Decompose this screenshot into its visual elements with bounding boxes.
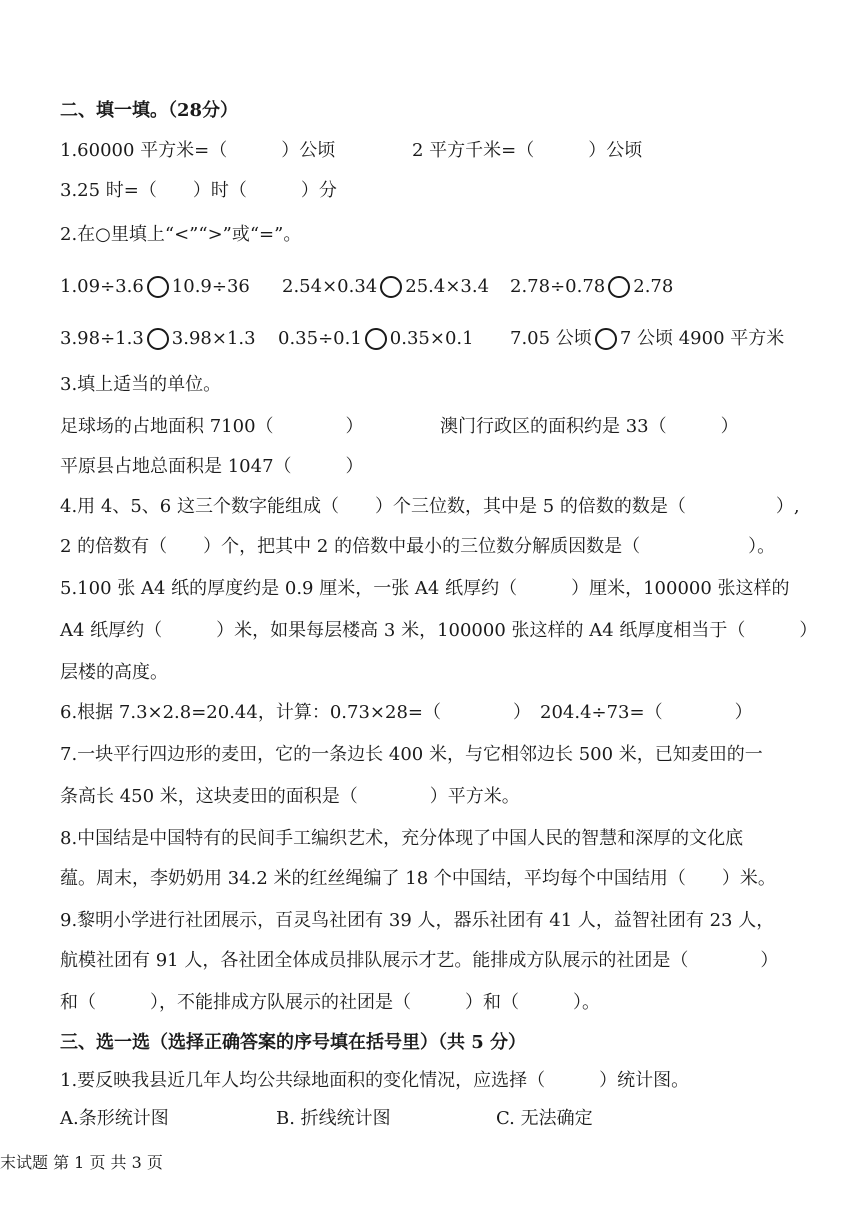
q1-part-c: 3.25 时=（ ）时（ ）分 <box>60 180 337 201</box>
compare-right: 25.4×3.4 <box>405 276 490 297</box>
compare-left: 0.35÷0.1 <box>278 328 362 349</box>
compare-right: 0.35×0.1 <box>389 328 474 349</box>
q9-line-3: 和（ ），不能排成方队展示的社团是（ ）和（ ）。 <box>60 992 600 1013</box>
compare-item-1 <box>60 274 250 300</box>
q7-line-1: 7.一块平行四边形的麦田，它的一条边长 400 米，与它相邻边长 500 米，已知麦田的一 <box>60 744 763 765</box>
q5-line-3: 层楼的高度。 <box>60 662 168 683</box>
section-3-title: 三、选一选（选择正确答案的序号填在括号里）（共 5 分） <box>60 1032 527 1053</box>
q4-line-2: 2 的倍数有（ ）个，把其中 2 的倍数中最小的三位数分解质因数是（ ）。 <box>60 536 776 557</box>
q9-line-2: 航模社团有 91 人，各社团全体成员排队展示才艺。能排成方队展示的社团是（ ） <box>60 950 779 971</box>
q3-part-c: 平原县占地总面积是 1047（ ） <box>60 456 364 477</box>
compare-item-4 <box>60 326 256 352</box>
compare-left: 2.54×0.34 <box>282 276 378 297</box>
option-c: C. 无法确定 <box>496 1108 593 1129</box>
s3-q1: 1.要反映我县近几年人均公共绿地面积的变化情况，应选择（ ）统计图。 <box>60 1070 690 1091</box>
compare-circle[interactable] <box>595 328 617 350</box>
compare-item-6 <box>510 326 784 352</box>
q6: 6.根据 7.3×2.8=20.44，计算：0.73×28=（ ） 204.4÷73=（ ） <box>60 702 753 723</box>
q9-line-1: 9.黎明小学进行社团展示，百灵鸟社团有 39 人，器乐社团有 41 人，益智社团有 23 人， <box>60 910 775 931</box>
compare-left: 2.78÷0.78 <box>510 276 606 297</box>
compare-right: 7 公顷 4900 平方米 <box>619 328 785 349</box>
option-b: B. 折线统计图 <box>276 1108 391 1129</box>
compare-item-2 <box>282 274 489 300</box>
compare-left: 3.98÷1.3 <box>60 328 144 349</box>
q8-line-1: 8.中国结是中国特有的民间手工编织艺术，充分体现了中国人民的智慧和深厚的文化底 <box>60 828 744 849</box>
q3-instruction: 3.填上适当的单位。 <box>60 374 222 395</box>
compare-right: 2.78 <box>633 276 674 297</box>
q5-line-2: A4 纸厚约（ ）米，如果每层楼高 3 米，100000 张这样的 A4 纸厚度相当于（ ） <box>60 620 818 641</box>
compare-right: 10.9÷36 <box>171 276 250 297</box>
compare-circle[interactable] <box>380 276 402 298</box>
section-2-title: 二、填一填。（28分） <box>60 100 239 121</box>
compare-circle[interactable] <box>608 276 630 298</box>
q3-part-b: 澳门行政区的面积约是 33（ ） <box>440 416 739 437</box>
compare-item-5 <box>278 326 474 352</box>
q5-line-1: 5.100 张 A4 纸的厚度约是 0.9 厘米，一张 A4 纸厚约（ ）厘米，100000 张这样的 <box>60 578 790 599</box>
q1-part-b: 2 平方千米=（ ）公顷 <box>412 140 643 161</box>
page-footer: 末试题 第 1 页 共 3 页 <box>0 1153 163 1172</box>
q1-part-a: 1.60000 平方米=（ ）公顷 <box>60 140 336 161</box>
q7-line-2: 条高长 450 米，这块麦田的面积是（ ）平方米。 <box>60 786 520 807</box>
compare-circle[interactable] <box>147 276 169 298</box>
compare-left: 7.05 公顷 <box>510 328 592 349</box>
compare-circle[interactable] <box>365 328 387 350</box>
compare-right: 3.98×1.3 <box>171 328 256 349</box>
compare-left: 1.09÷3.6 <box>60 276 144 297</box>
q2-instruction: 2.在○里填上“<”“>”或“=”。 <box>60 224 302 245</box>
compare-item-3 <box>510 274 673 300</box>
compare-circle[interactable] <box>147 328 169 350</box>
q3-part-a: 足球场的占地面积 7100（ ） <box>60 416 364 437</box>
q8-line-2: 蕴。周末，李奶奶用 34.2 米的红丝绳编了 18 个中国结，平均每个中国结用（ ）米。 <box>60 868 776 889</box>
q4-line-1: 4.用 4、5、6 这三个数字能组成（ ）个三位数，其中是 5 的倍数的数是（ ）, <box>60 496 800 517</box>
option-a: A.条形统计图 <box>60 1108 169 1129</box>
